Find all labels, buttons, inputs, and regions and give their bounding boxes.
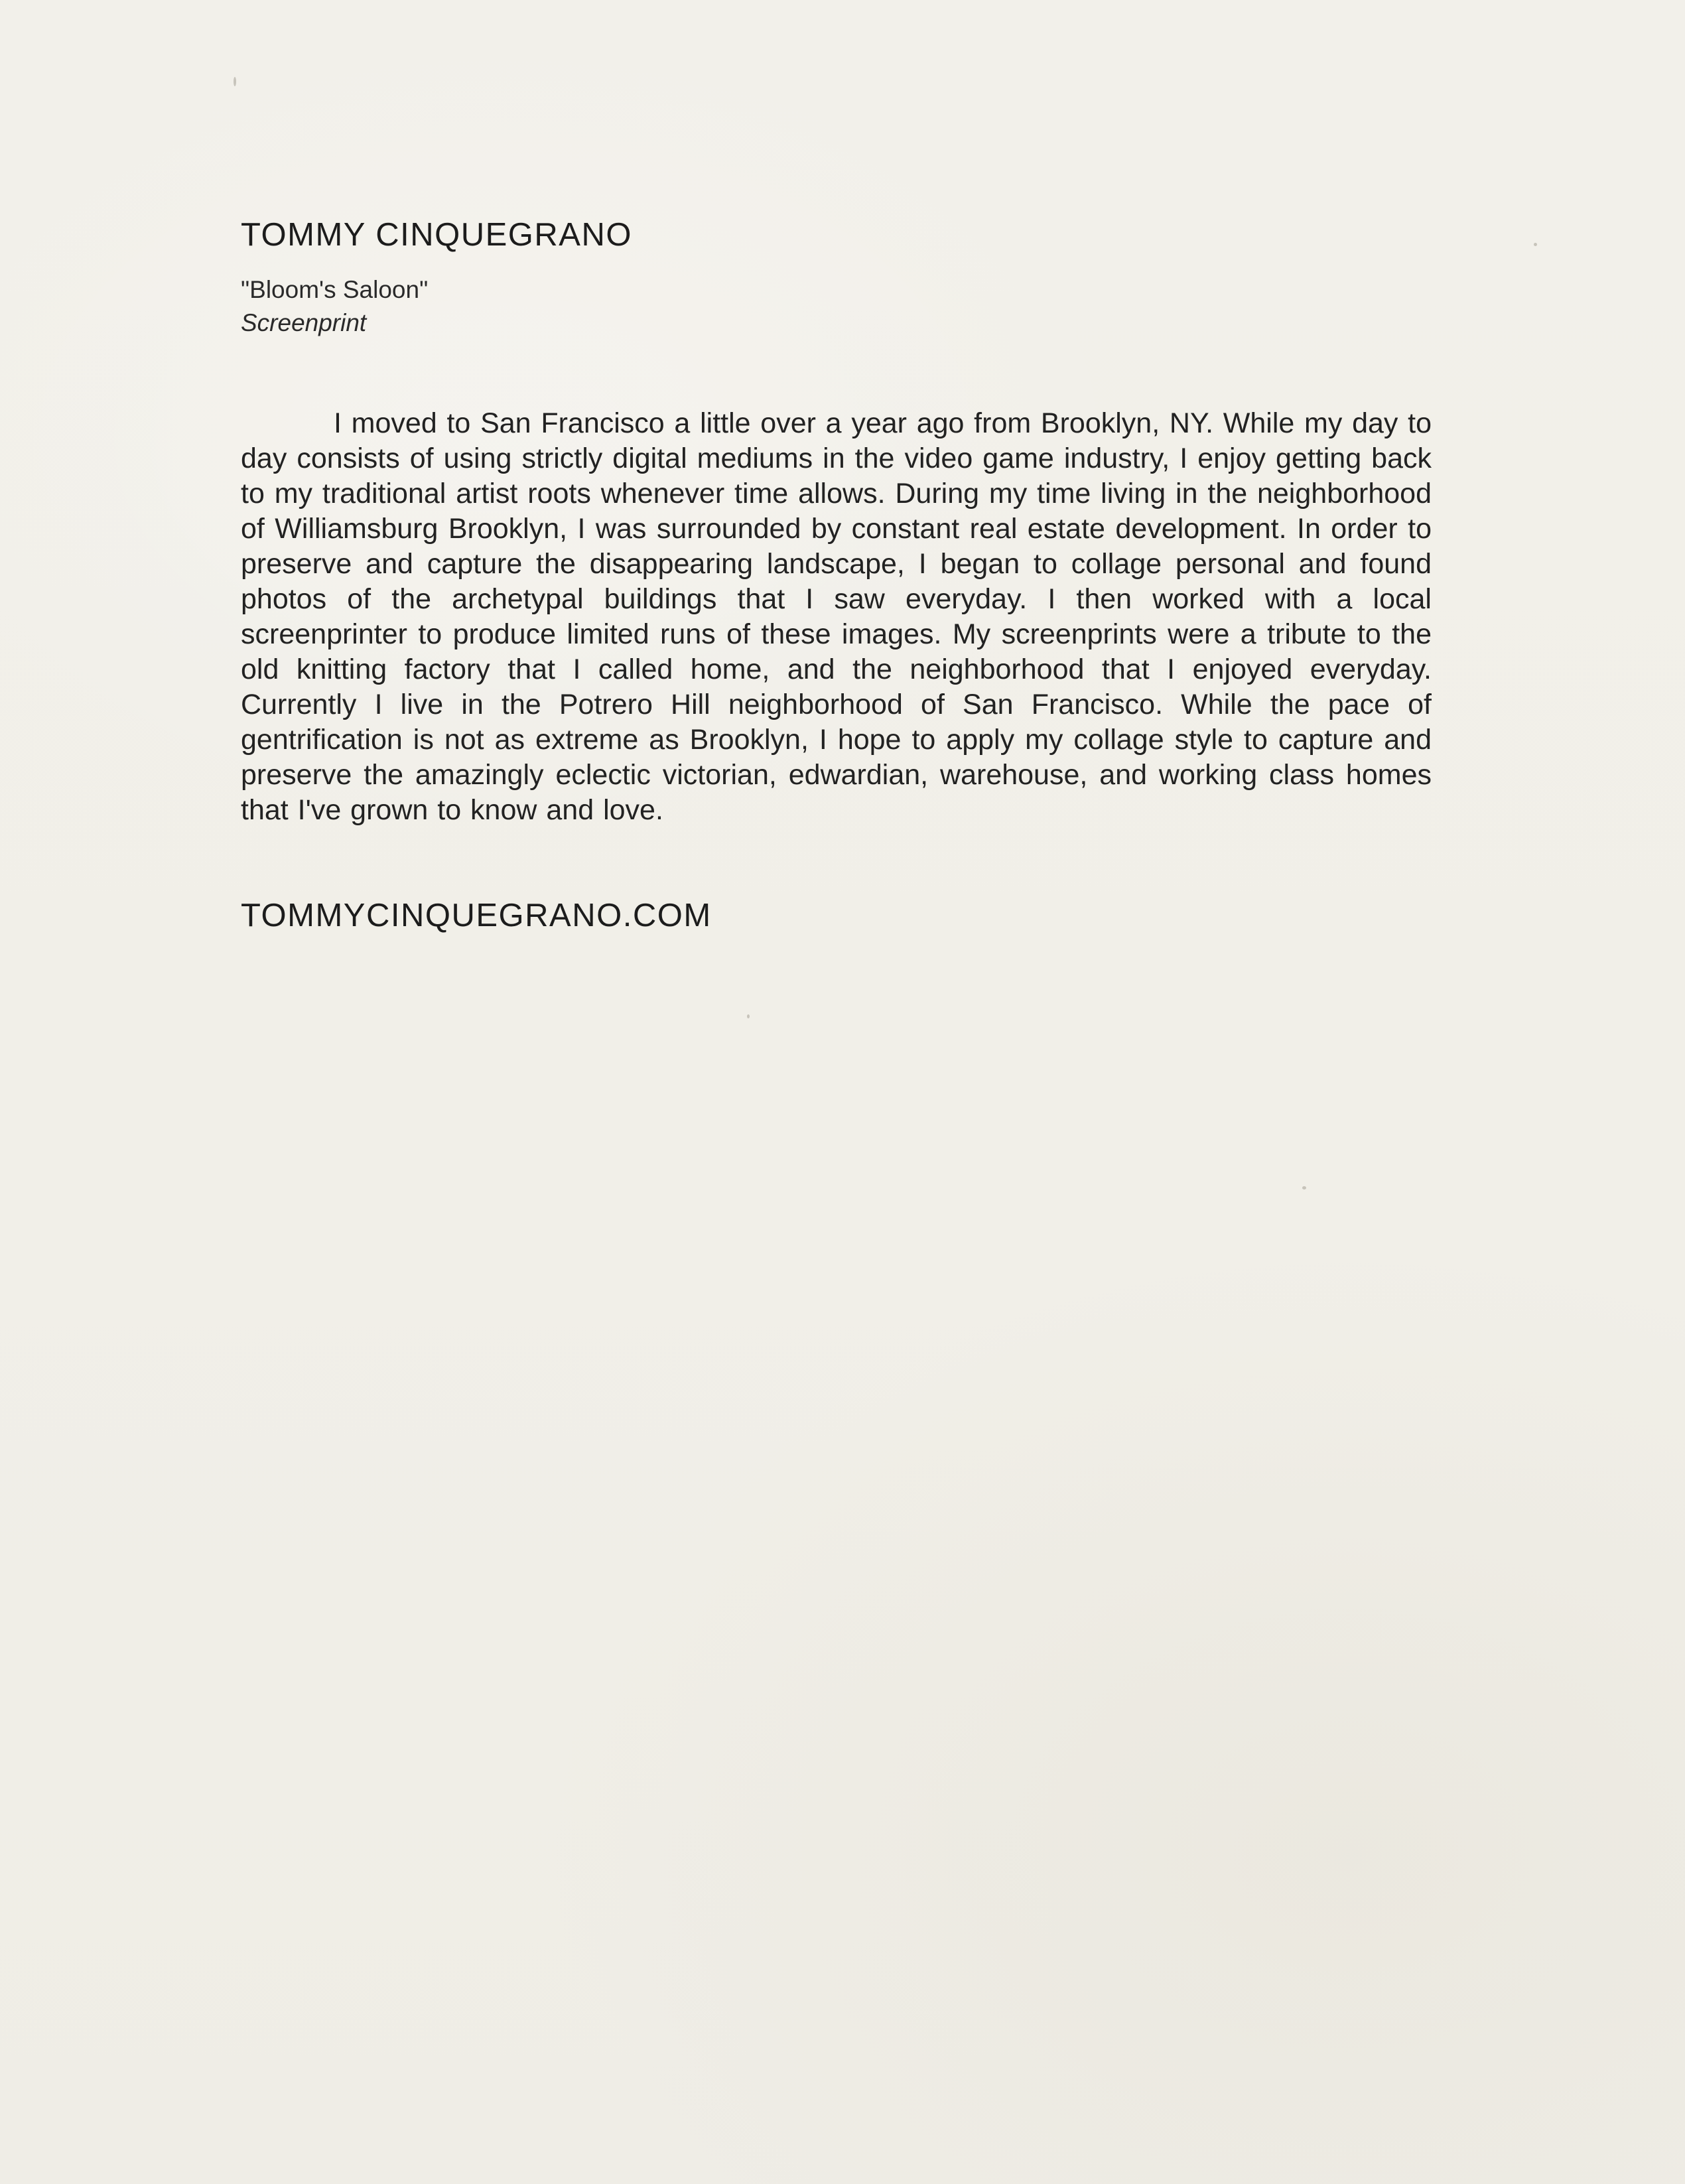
scan-speckle — [234, 77, 236, 86]
artist-statement-paragraph: I moved to San Francisco a little over a year ago from Brooklyn, NY. While my day to day consists of using strictly digital mediums in the video game industry, I enjoy getting back to my traditional artist roots whenever time allows. During my time living in the neighborhood of Williamsburg Brooklyn, I was surrounded by constant real estate development. In order to preserve and capture the disappearing landscape, I began to collage personal and found photos of the archetypal buildings that I saw everyday. I then worked with a local screenprinter to produce limited runs of these images. My screenprints were a tribute to the old knitting factory that I called home, and the neighborhood that I enjoyed everyday. Currently I live in the Potrero Hill neighborhood of San Francisco. While the pace of gentrification is not as extreme as Brooklyn, I hope to apply my collage style to capture and preserve the amazingly eclectic victorian, edwardian, warehouse, and working class homes that I've grown to know and love. — [241, 407, 1432, 826]
artwork-title: "Bloom's Saloon" — [241, 276, 429, 303]
scan-speckle — [1302, 1186, 1306, 1190]
scan-speckle — [747, 1014, 750, 1018]
artist-name-heading: TOMMY CINQUEGRANO — [241, 217, 632, 253]
scan-speckle — [1534, 243, 1537, 246]
website-url: TOMMYCINQUEGRANO.COM — [241, 898, 712, 933]
artwork-medium: Screenprint — [241, 309, 367, 336]
